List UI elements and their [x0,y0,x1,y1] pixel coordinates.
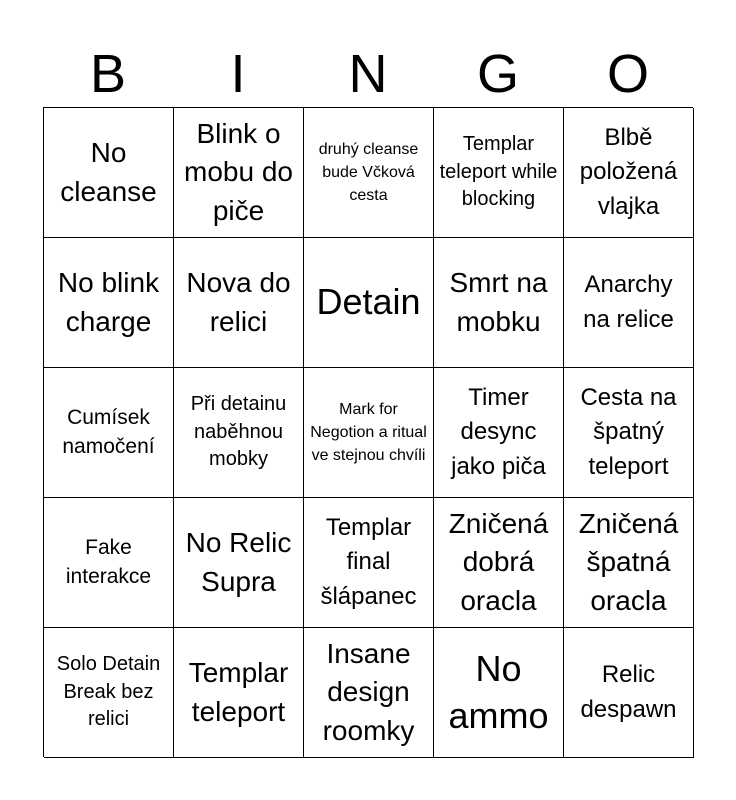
bingo-cell[interactable]: Cumísek namočení [44,368,174,498]
bingo-cell[interactable]: Smrt na mobku [434,238,564,368]
bingo-cell[interactable]: Blbě položená vlajka [564,108,694,238]
bingo-cell[interactable]: druhý cleanse bude Včková cesta [304,108,434,238]
bingo-cell[interactable]: Timer desync jako piča [434,368,564,498]
bingo-cell[interactable]: Mark for Negotion a ritual ve stejnou chvíli [304,368,434,498]
bingo-grid [43,107,693,757]
bingo-cell[interactable]: No cleanse [44,108,174,238]
header-letter-b: B [89,44,127,104]
bingo-cell[interactable]: Anarchy na relice [564,238,694,368]
bingo-cell[interactable]: Templar final šlápanec [304,498,434,628]
bingo-cell[interactable]: No blink charge [44,238,174,368]
bingo-cell[interactable]: No ammo [434,628,564,758]
bingo-cell[interactable]: No Relic Supra [174,498,304,628]
bingo-cell[interactable]: Insane design roomky [304,628,434,758]
bingo-cell[interactable]: Nova do relici [174,238,304,368]
bingo-cell[interactable]: Detain [304,238,434,368]
bingo-cell[interactable]: Templar teleport while blocking [434,108,564,238]
bingo-cell[interactable]: Templar teleport [174,628,304,758]
bingo-cell[interactable]: Cesta na špatný teleport [564,368,694,498]
bingo-cell[interactable]: Blink o mobu do piče [174,108,304,238]
header-letter-n: N [348,44,388,104]
header-letter-g: G [476,44,519,104]
header-letter-i: I [230,44,246,104]
bingo-cell[interactable]: Při detainu naběhnou mobky [174,368,304,498]
bingo-header [43,40,693,108]
bingo-cell[interactable]: Relic despawn [564,628,694,758]
bingo-cell[interactable]: Fake interakce [44,498,174,628]
bingo-cell[interactable]: Solo Detain Break bez relici [44,628,174,758]
header-letter-o: O [606,44,649,104]
bingo-cell[interactable]: Zničená špatná oracla [564,498,694,628]
bingo-cell[interactable]: Zničená dobrá oracla [434,498,564,628]
